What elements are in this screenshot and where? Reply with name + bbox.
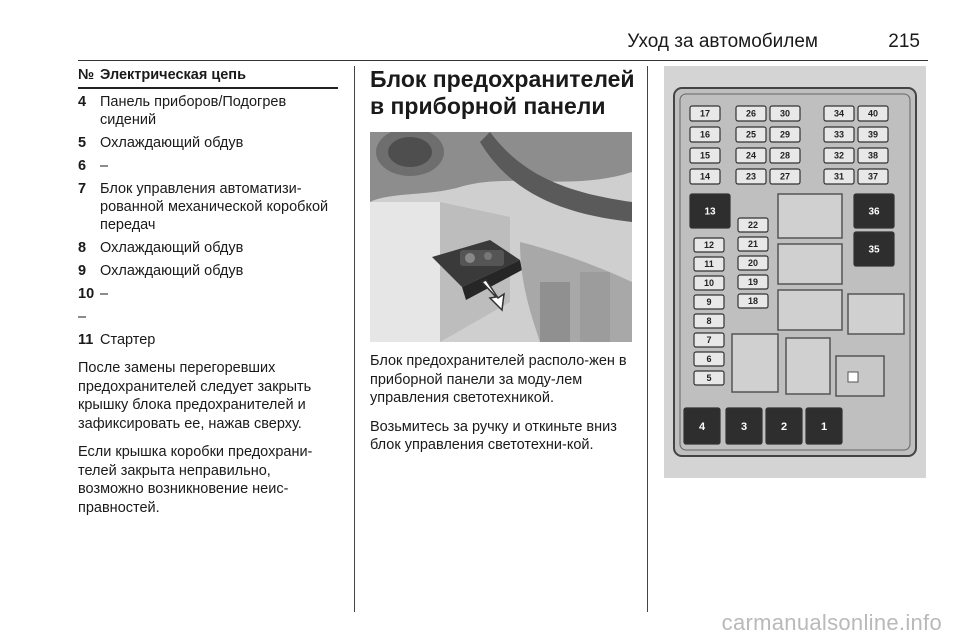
fuse-label: 26 <box>745 108 757 119</box>
col-num-label: № <box>78 67 95 83</box>
row-text: Охлаждающий обдув <box>100 135 244 151</box>
fuse-label: 5 <box>706 373 712 384</box>
fuse-label: 27 <box>779 171 791 182</box>
fuse-22 <box>738 218 768 232</box>
fuse-label: 4 <box>698 420 706 433</box>
fuse-label: 13 <box>704 206 716 218</box>
fuse-37 <box>858 169 888 184</box>
fuse-label: 7 <box>706 335 712 346</box>
fuse-label: 40 <box>867 108 879 119</box>
fuse-23 <box>736 169 766 184</box>
table-row <box>78 157 338 175</box>
fuse-label: 2 <box>780 420 788 433</box>
table-row <box>78 180 338 234</box>
row-text: Панель приборов/Подогрев сидений <box>100 94 287 128</box>
page-header <box>78 30 928 54</box>
fuse-10 <box>694 276 724 290</box>
fuse-label: 39 <box>867 129 879 140</box>
fuse-26 <box>736 106 766 121</box>
fuse-14 <box>690 169 720 184</box>
row-num: 9 <box>78 263 87 279</box>
fuse-label: 15 <box>699 150 711 161</box>
page-number: 215 <box>888 31 920 52</box>
fuse-25 <box>736 127 766 142</box>
fuse-label: 30 <box>779 108 791 119</box>
fuse-3 <box>726 408 762 444</box>
fuse-24 <box>736 148 766 163</box>
fuse-label: 12 <box>703 240 715 251</box>
fuse-19 <box>738 275 768 289</box>
fuse-label: 37 <box>867 171 879 182</box>
fuse-7 <box>694 333 724 347</box>
fuse-label: 23 <box>745 171 757 182</box>
fuse-label: 35 <box>868 244 880 256</box>
fuse-9 <box>694 295 724 309</box>
stray-dash: – <box>78 309 87 325</box>
row-num: 7 <box>78 181 87 197</box>
fuse-34 <box>824 106 854 121</box>
fuse-31 <box>824 169 854 184</box>
fuse-27 <box>770 169 800 184</box>
dashboard-illustration <box>370 132 632 342</box>
fuse-6 <box>694 352 724 366</box>
paragraph: После замены перегоревших предохранителей следует закрыть крышку блока предохранителей и зафиксировать ее, нажав сверху. <box>78 360 312 432</box>
row-num: 8 <box>78 240 87 256</box>
left-column <box>78 66 338 517</box>
fuse-label: 21 <box>747 239 759 250</box>
fuse-40 <box>858 106 888 121</box>
fuse-38 <box>858 148 888 163</box>
row-text: Охлаждающий обдув <box>100 263 244 279</box>
header-rule <box>78 60 928 61</box>
fuse-21 <box>738 237 768 251</box>
fuse-label: 36 <box>868 206 880 218</box>
fuse-label: 25 <box>745 129 757 140</box>
fuse-20 <box>738 256 768 270</box>
row-num: 6 <box>78 158 87 174</box>
table-row <box>78 239 338 257</box>
header-title: Уход за автомобилем <box>627 31 818 52</box>
row-num: 11 <box>78 332 94 348</box>
fuse-label: 1 <box>820 420 828 433</box>
dashboard-photo <box>370 132 632 342</box>
fuse-label: 11 <box>704 259 714 270</box>
middle-column <box>370 66 635 455</box>
fuse-13 <box>690 194 730 228</box>
paragraph: Возьмитесь за ручку и откиньте вниз блок управления светотехни-кой. <box>370 418 617 453</box>
row-num: 10 <box>78 286 95 302</box>
paragraph: Если крышка коробки предохрани-телей закрыта неправильно, возможно возникновение неис-правностей. <box>78 444 313 516</box>
fuse-15 <box>690 148 720 163</box>
col-circuit-label: Электрическая цепь <box>100 67 246 83</box>
table-row <box>78 331 338 349</box>
fuse-39 <box>858 127 888 142</box>
section-title: Блок предохранителей в приборной панели <box>370 66 635 119</box>
table-row <box>78 93 338 129</box>
fuse-11 <box>694 257 724 271</box>
fuse-label: 22 <box>747 220 759 231</box>
row-num: 5 <box>78 135 87 151</box>
table-header <box>78 66 338 89</box>
fuse-label: 18 <box>747 296 759 307</box>
fuse-label: 14 <box>699 171 711 182</box>
table-row <box>78 134 338 152</box>
table-row <box>78 285 338 303</box>
fuse-29 <box>770 127 800 142</box>
column-divider <box>354 66 355 612</box>
fuse-label: 19 <box>747 277 759 288</box>
fuse-36 <box>854 194 894 228</box>
row-text: Стартер <box>100 332 156 348</box>
fuse-label: 29 <box>779 129 791 140</box>
fuse-12 <box>694 238 724 252</box>
fuse-5 <box>694 371 724 385</box>
paragraph: Блок предохранителей располо-жен в приборной панели за моду-лем управления светотехникой. <box>370 353 627 406</box>
fuse-label: 17 <box>699 108 711 119</box>
fuse-label: 38 <box>867 150 879 161</box>
fuse-28 <box>770 148 800 163</box>
fuse-label: 31 <box>833 171 845 182</box>
fuse-label: 6 <box>706 354 712 365</box>
fuse-4 <box>684 408 720 444</box>
fuse-32 <box>824 148 854 163</box>
fuse-label: 16 <box>699 129 711 140</box>
fuse-label: 3 <box>740 420 748 433</box>
row-text: – <box>100 286 109 302</box>
fuse-18 <box>738 294 768 308</box>
fuse-1 <box>806 408 842 444</box>
fuse-label: 33 <box>833 129 845 140</box>
fuse-16 <box>690 127 720 142</box>
row-text: Блок управления автоматизи-рованной механической коробкой передач <box>100 181 329 233</box>
fuse-30 <box>770 106 800 121</box>
fuse-2 <box>766 408 802 444</box>
column-divider <box>647 66 648 612</box>
fuse-label: 20 <box>747 258 759 269</box>
fuse-label: 9 <box>706 297 712 308</box>
fuse-17 <box>690 106 720 121</box>
fuse-label: 8 <box>706 316 712 327</box>
fuse-box-diagram <box>664 66 926 478</box>
row-num: 4 <box>78 94 87 110</box>
row-text: – <box>100 158 109 174</box>
fuse-35 <box>854 232 894 266</box>
table-row <box>78 262 338 280</box>
watermark: carmanualsonline.info <box>721 610 942 635</box>
fuse-8 <box>694 314 724 328</box>
row-text: Охлаждающий обдув <box>100 240 244 256</box>
fuse-label: 28 <box>779 150 791 161</box>
fuse-label: 24 <box>745 150 757 161</box>
fuse-label: 32 <box>833 150 845 161</box>
fuse-33 <box>824 127 854 142</box>
fuse-label: 10 <box>703 278 715 289</box>
fuse-box-svg <box>664 66 926 478</box>
fuse-label: 34 <box>833 108 845 119</box>
